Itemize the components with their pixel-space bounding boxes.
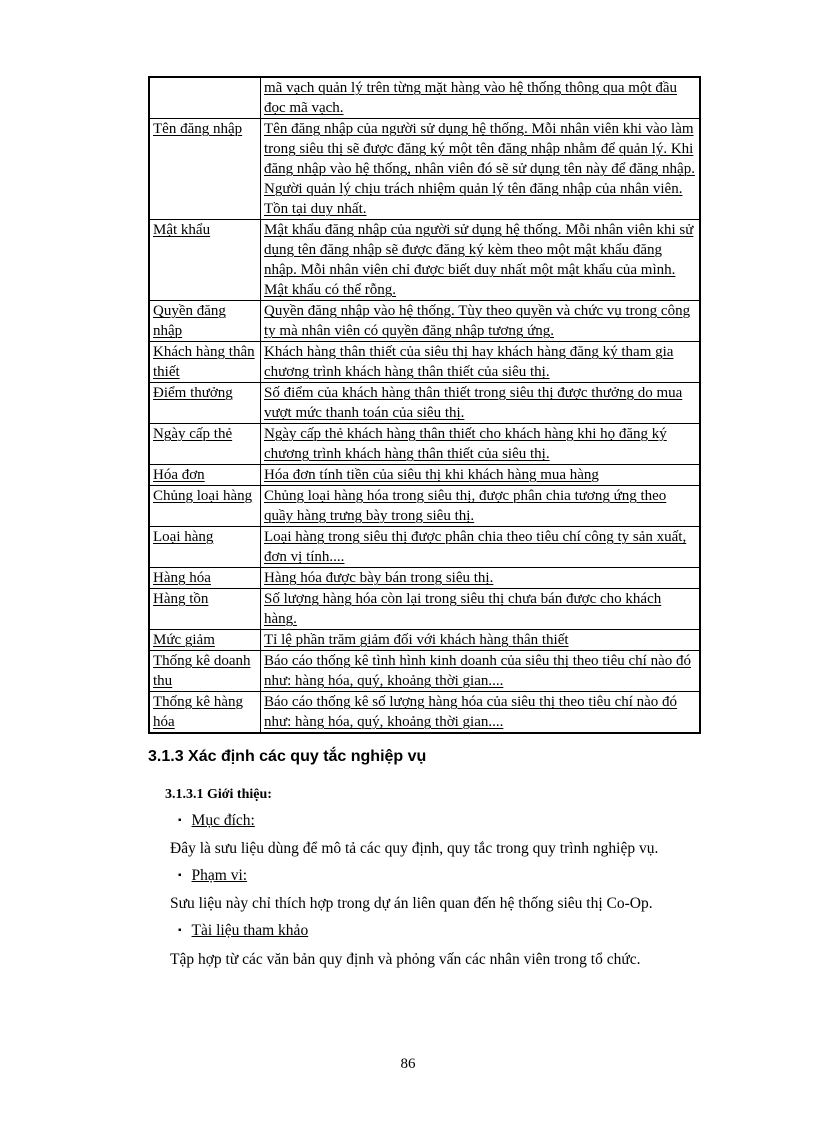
square-bullet-icon: ▪ xyxy=(178,870,182,881)
definition-cell: Khách hàng thân thiết của siêu thị hay khách hàng đăng ký tham gia chương trình khách hàng thân thiết của siêu thị. xyxy=(261,342,701,383)
term-cell: Hóa đơn xyxy=(149,465,261,486)
definition-cell: Báo cáo thống kê số lượng hàng hóa của siêu thị theo tiêu chí nào đó như: hàng hóa, quý, khoảng thời gian.... xyxy=(261,692,701,734)
definition-cell: Báo cáo thống kê tình hình kinh doanh của siêu thị theo tiêu chí nào đó như: hàng hóa, quý, khoảng thời gian.... xyxy=(261,651,701,692)
term-cell: Mật khẩu xyxy=(149,220,261,301)
purpose-text: Đây là sưu liệu dùng để mô tả các quy định, quy tắc trong quy trình nghiệp vụ. xyxy=(170,840,659,857)
table-row xyxy=(149,220,700,301)
definition-cell: Hóa đơn tính tiền của siêu thị khi khách hàng mua hàng xyxy=(261,465,701,486)
scope-label: Phạm vi: xyxy=(191,867,248,884)
square-bullet-icon: ▪ xyxy=(178,925,182,936)
table-row xyxy=(149,119,700,220)
definition-cell: Quyền đăng nhập vào hệ thống. Tùy theo quyền và chức vụ trong công ty mà nhân viên có quyền đăng nhập tương ứng. xyxy=(261,301,701,342)
term-cell: Tên đăng nhập xyxy=(149,119,261,220)
purpose-bullet xyxy=(178,812,255,830)
glossary-table xyxy=(148,76,701,734)
term-cell xyxy=(149,77,261,119)
purpose-label: Mục đích: xyxy=(191,812,255,829)
references-text: Tập hợp từ các văn bản quy định và phỏng vấn các nhân viên trong tổ chức. xyxy=(170,951,641,968)
term-cell: Thống kê doanh thu xyxy=(149,651,261,692)
page-number: 86 xyxy=(400,1056,416,1072)
references-label: Tài liệu tham khảo xyxy=(191,922,309,939)
table-row xyxy=(149,651,700,692)
definition-cell: Mật khẩu đăng nhập của người sử dụng hệ thống. Mỗi nhân viên khi sử dụng tên đăng nhập sẽ được đăng ký kèm theo một mật khẩu đăng nhập. Mỗi nhân viên chỉ được biết duy nhất một mật khẩu của mình. Mật khẩu có thể rỗng. xyxy=(261,220,701,301)
term-cell: Thống kê hàng hóa xyxy=(149,692,261,734)
table-row xyxy=(149,424,700,465)
table-row xyxy=(149,568,700,589)
term-cell: Chủng loại hàng xyxy=(149,486,261,527)
section-heading: 3.1.3 Xác định các quy tắc nghiệp vụ xyxy=(148,748,427,765)
definition-cell: Số lượng hàng hóa còn lại trong siêu thị chưa bán được cho khách hàng. xyxy=(261,589,701,630)
term-cell: Mức giảm xyxy=(149,630,261,651)
definition-cell: Số điểm của khách hàng thân thiết trong siêu thị được thưởng do mua vượt mức thanh toán của siêu thị. xyxy=(261,383,701,424)
term-cell: Ngày cấp thẻ xyxy=(149,424,261,465)
definition-cell: Chủng loại hàng hóa trong siêu thị, được phân chia tương ứng theo quầy hàng trưng bày trong siêu thị. xyxy=(261,486,701,527)
table-row xyxy=(149,692,700,734)
table-row xyxy=(149,301,700,342)
term-cell: Hàng hóa xyxy=(149,568,261,589)
term-cell: Điểm thưởng xyxy=(149,383,261,424)
definition-cell: Hàng hóa được bày bán trong siêu thị. xyxy=(261,568,701,589)
definition-cell: Ngày cấp thẻ khách hàng thân thiết cho khách hàng khi họ đăng ký chương trình khách hàng thân thiết của siêu thị. xyxy=(261,424,701,465)
references-bullet xyxy=(178,922,308,940)
table-row xyxy=(149,630,700,651)
definition-cell: Tên đăng nhập của người sử dụng hệ thống. Mỗi nhân viên khi vào làm trong siêu thị sẽ được đăng ký một tên đăng nhập nhằm để quản lý. Khi đăng nhập vào hệ thống, nhân viên đó sẽ sử dụng tên này để đăng nhập. Người quản lý chịu trách nhiệm quản lý tên đăng nhập của nhân viên. Tồn tại duy nhất. xyxy=(261,119,701,220)
table-row xyxy=(149,77,700,119)
subsection-heading: 3.1.3.1 Giới thiệu: xyxy=(165,787,272,802)
square-bullet-icon: ▪ xyxy=(178,815,182,826)
definition-cell: mã vạch quản lý trên từng mặt hàng vào hệ thống thông qua một đầu đọc mã vạch. xyxy=(261,77,701,119)
table-row xyxy=(149,527,700,568)
definition-cell: Loại hàng trong siêu thị được phân chia theo tiêu chí công ty sản xuất, đơn vị tính.... xyxy=(261,527,701,568)
table-row xyxy=(149,486,700,527)
term-cell: Hàng tồn xyxy=(149,589,261,630)
definition-cell: Tỉ lệ phần trăm giảm đối với khách hàng thân thiết xyxy=(261,630,701,651)
table-row xyxy=(149,383,700,424)
scope-bullet xyxy=(178,867,247,885)
table-row xyxy=(149,589,700,630)
table-row xyxy=(149,342,700,383)
term-cell: Quyền đăng nhập xyxy=(149,301,261,342)
term-cell: Khách hàng thân thiết xyxy=(149,342,261,383)
scope-text: Sưu liệu này chỉ thích hợp trong dự án liên quan đến hệ thống siêu thị Co-Op. xyxy=(170,895,653,912)
table-row xyxy=(149,465,700,486)
term-cell: Loại hàng xyxy=(149,527,261,568)
